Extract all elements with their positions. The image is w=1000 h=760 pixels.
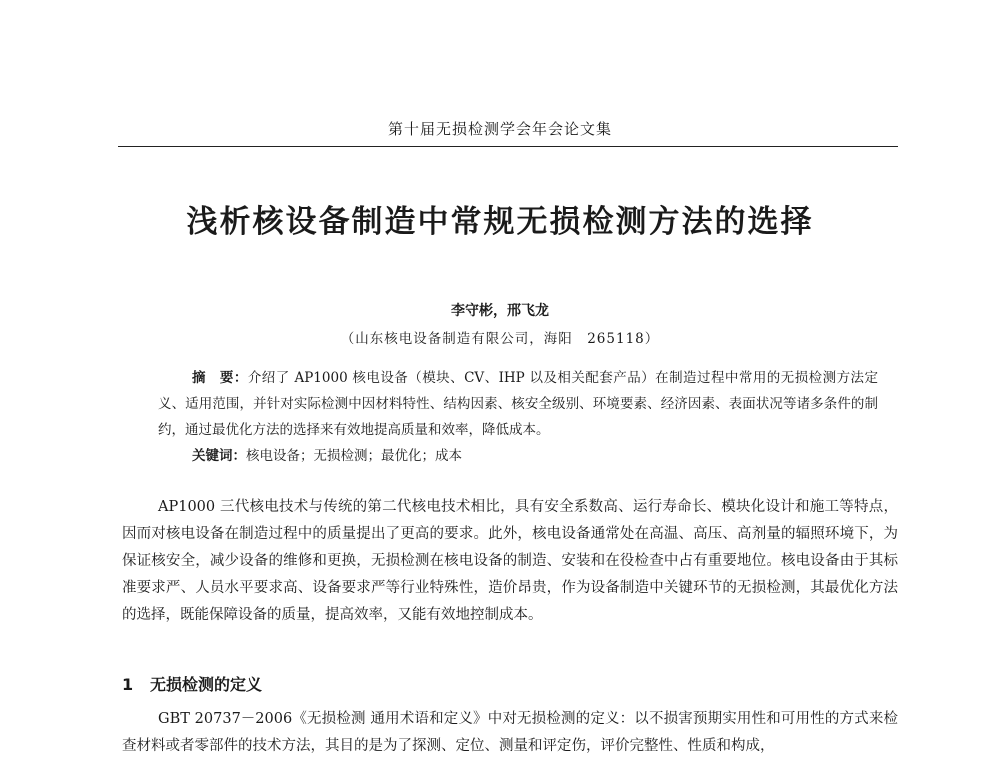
keywords [192,443,882,469]
paper-title: 浅析核设备制造中常规无损检测方法的选择 [186,204,814,240]
section-title: 无损检测的定义 [150,675,263,694]
abstract-text: 介绍了 AP1000 核电设备（模块、CV、IHP 以及相关配套产品）在制造过程中常用的无损检测方法定义、适用范围，并针对实际检测中因材料特性、结构因素、核安全级别、环境要素、经济因素、表面状况等诸多条件的制约，通过最优化方法的选择来有效地提高质量和效率，降低成本。 [158,370,878,438]
keywords-label: 关键词： [192,448,246,464]
section-heading [122,672,262,695]
authors: 李守彬，邢飞龙 [451,303,549,319]
keywords-text: 核电设备；无损检测；最优化；成本 [246,448,462,464]
section-number: 1 [122,675,134,694]
affiliation: （山东核电设备制造有限公司，海阳 265118） [340,331,660,347]
section-paragraph: GBT 20737－2006《无损检测 通用术语和定义》中对无损检测的定义：以不损害预期实用性和可用性的方式来检查材料或者零部件的技术方法，其目的是为了探测、定位、测量和评定伤，评价完整性、性质和构成， [122,711,898,754]
running-header: 第十届无损检测学会年会论文集 [387,120,612,138]
intro-paragraph: AP1000 三代核电技术与传统的第二代核电技术相比，具有安全系数高、运行寿命长、模块化设计和施工等特点，因而对核电设备在制造过程中的质量提出了更高的要求。此外，核电设备通常处在高温、高压、高剂量的辐照环境下，为保证核安全，减少设备的维修和更换，无损检测在核电设备的制造、安装和在役检查中占有重要地位。核电设备由于其标准要求严、人员水平要求高、设备要求严等行业特殊性，造价昂贵，作为设备制造中关键环节的无损检测，其最优化方法的选择，既能保障设备的质量，提高效率，又能有效地控制成本。 [122,499,898,623]
header-rule [118,146,898,147]
abstract-label: 摘 要： [192,370,248,386]
abstract [158,365,878,443]
